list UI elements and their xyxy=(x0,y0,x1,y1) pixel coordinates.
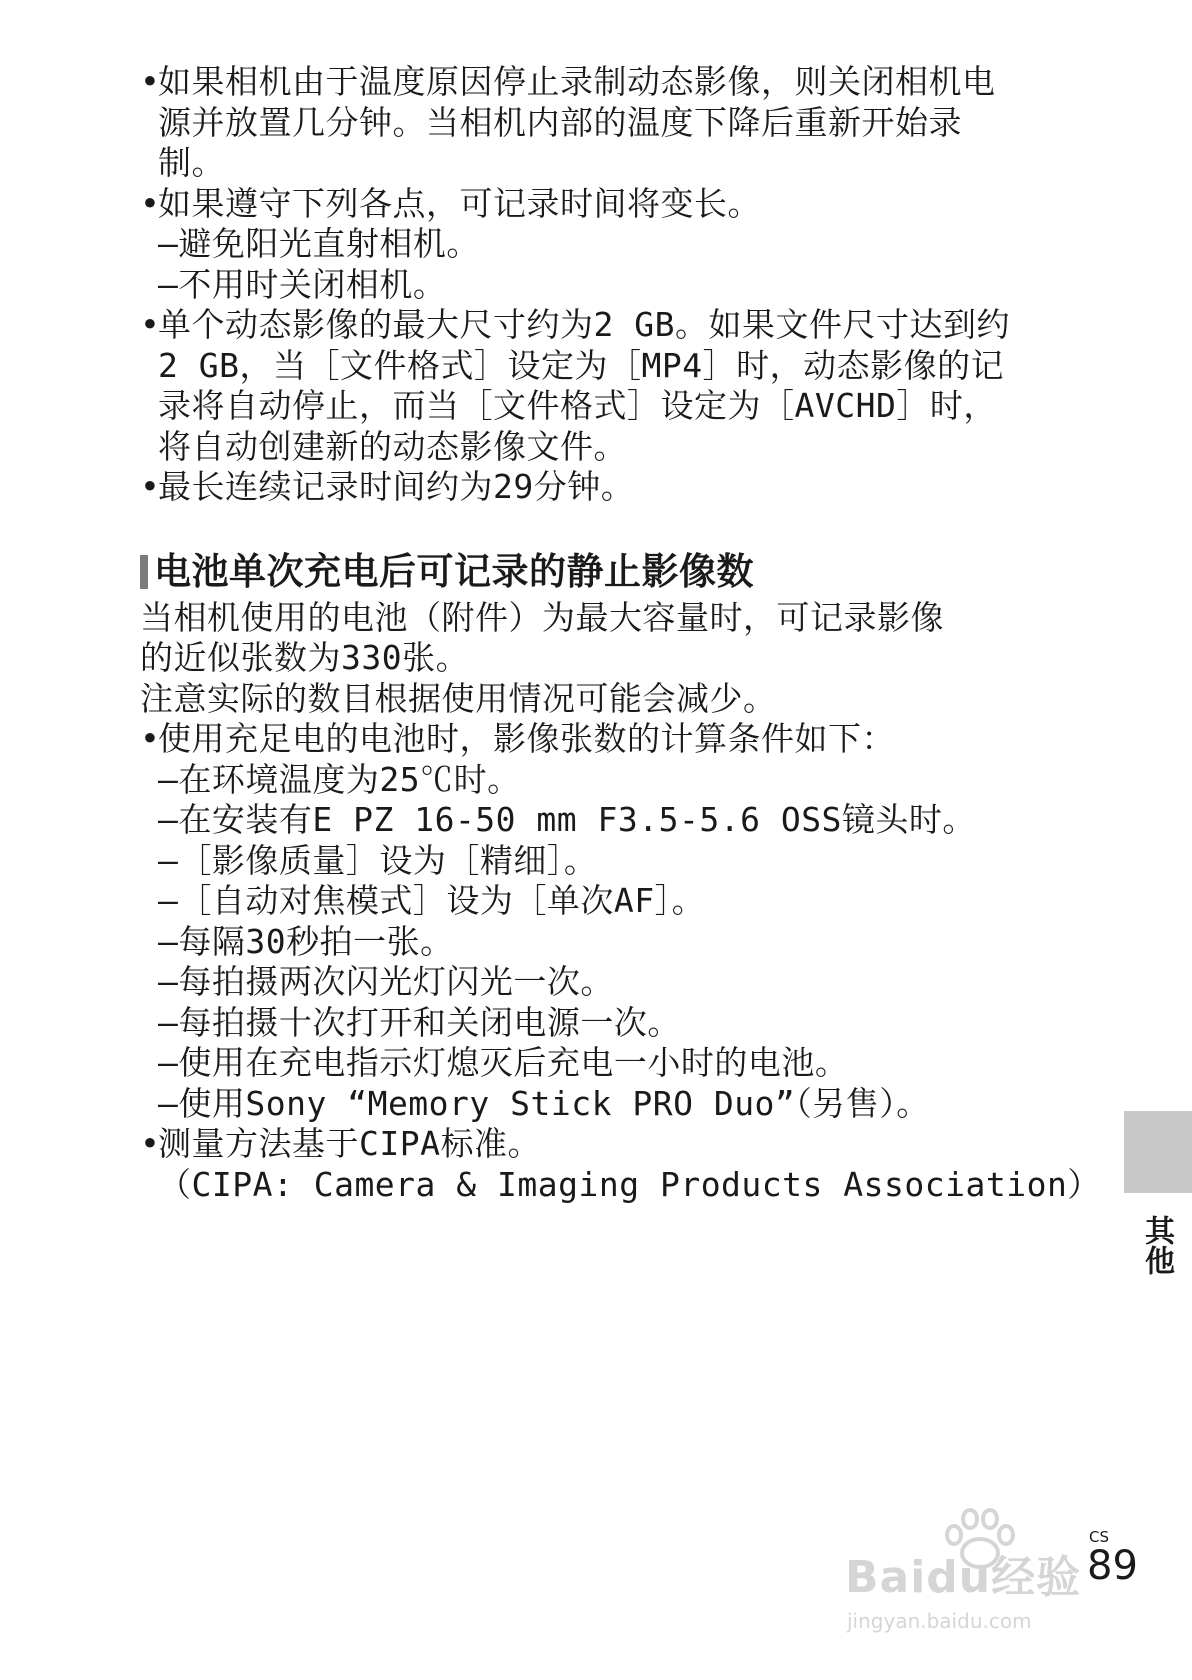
bullet-line: 使用充足电的电池时，影像张数的计算条件如下： xyxy=(158,719,895,758)
bullet-item xyxy=(140,719,1070,1124)
bullet-subline: –［影像质量］设为［精细］。 xyxy=(158,840,598,880)
movie-recording-notes xyxy=(140,62,1070,508)
bullet-line: 最长连续记录时间约为29分钟。 xyxy=(158,467,635,506)
bullet-line: 2 GB，当［文件格式］设定为［MP4］时，动态影像的记 xyxy=(158,345,1005,385)
bullet-line: 制。 xyxy=(158,143,225,182)
chapter-label: 其他 xyxy=(1139,1215,1174,1275)
bullet-line: 将自动创建新的动态影像文件。 xyxy=(158,426,627,466)
bullet-subline: –避免阳光直射相机。 xyxy=(158,224,480,263)
bullet-subline: –每拍摄十次打开和关闭电源一次。 xyxy=(158,1002,681,1042)
bullet-item xyxy=(140,305,1070,467)
bullet-line: 测量方法基于CIPA标准。 xyxy=(158,1124,541,1163)
paragraph-line: 注意实际的数目根据使用情况可能会减少。 xyxy=(140,678,777,718)
bullet-item xyxy=(140,1124,1101,1205)
bullet-subline: –使用在充电指示灯熄灭后充电一小时的电池。 xyxy=(158,1043,849,1082)
chapter-index-tab xyxy=(1124,1111,1192,1193)
bullet-item xyxy=(140,62,1070,184)
bullet-subline: –在安装有E PZ 16-50 mm F3.5-5.6 OSS镜头时。 xyxy=(158,800,976,839)
bullet-dot: • xyxy=(140,62,160,101)
section-heading xyxy=(140,550,1070,594)
bullet-dot: • xyxy=(140,719,160,758)
heading-marker xyxy=(140,555,148,589)
section-title: 电池单次充电后可记录的静止影像数 xyxy=(154,549,754,593)
bullet-line: （CIPA: Camera & Imaging Products Association） xyxy=(158,1164,1101,1204)
bullet-dot: • xyxy=(140,183,160,223)
page-language-code: CS xyxy=(1089,1528,1109,1546)
bullet-line: 录将自动停止，而当［文件格式］设定为［AVCHD］时， xyxy=(158,386,997,425)
bullet-line: 如果相机由于温度原因停止录制动态影像，则关闭相机电 xyxy=(158,62,996,101)
paragraph-line: 当相机使用的电池（附件）为最大容量时，可记录影像 xyxy=(140,597,944,637)
watermark-url: jingyan.baidu.com xyxy=(847,1609,1032,1633)
bullet-line: 如果遵守下列各点，可记录时间将变长。 xyxy=(158,183,761,223)
bullet-dot: • xyxy=(140,467,160,506)
bullet-subline: –每拍摄两次闪光灯闪光一次。 xyxy=(158,962,614,1001)
bullet-line: 单个动态影像的最大尺寸约为2 GB。如果文件尺寸达到约 xyxy=(158,305,1010,344)
bullet-subline: –使用Sony “Memory Stick PRO Duo”（另售）。 xyxy=(158,1083,930,1123)
paragraph-line: 的近似张数为330张。 xyxy=(140,638,470,677)
bullet-subline: –不用时关闭相机。 xyxy=(158,264,447,304)
battery-conditions xyxy=(140,719,1101,1205)
bullet-dot: • xyxy=(140,1124,160,1163)
watermark-text: Baidu经验 xyxy=(845,1552,1082,1603)
bullet-line: 源并放置几分钟。当相机内部的温度下降后重新开始录 xyxy=(158,102,962,142)
bullet-item xyxy=(140,184,1070,306)
bullet-item xyxy=(140,467,1070,508)
page-content xyxy=(140,62,1101,1205)
page-number: 89 xyxy=(1087,1543,1138,1589)
bullet-dot: • xyxy=(140,305,160,344)
bullet-subline: –每隔30秒拍一张。 xyxy=(158,921,454,961)
bullet-subline: –［自动对焦模式］设为［单次AF］。 xyxy=(158,881,706,920)
intro-paragraph xyxy=(140,598,1070,720)
bullet-subline: –在环境温度为25℃时。 xyxy=(158,759,521,799)
